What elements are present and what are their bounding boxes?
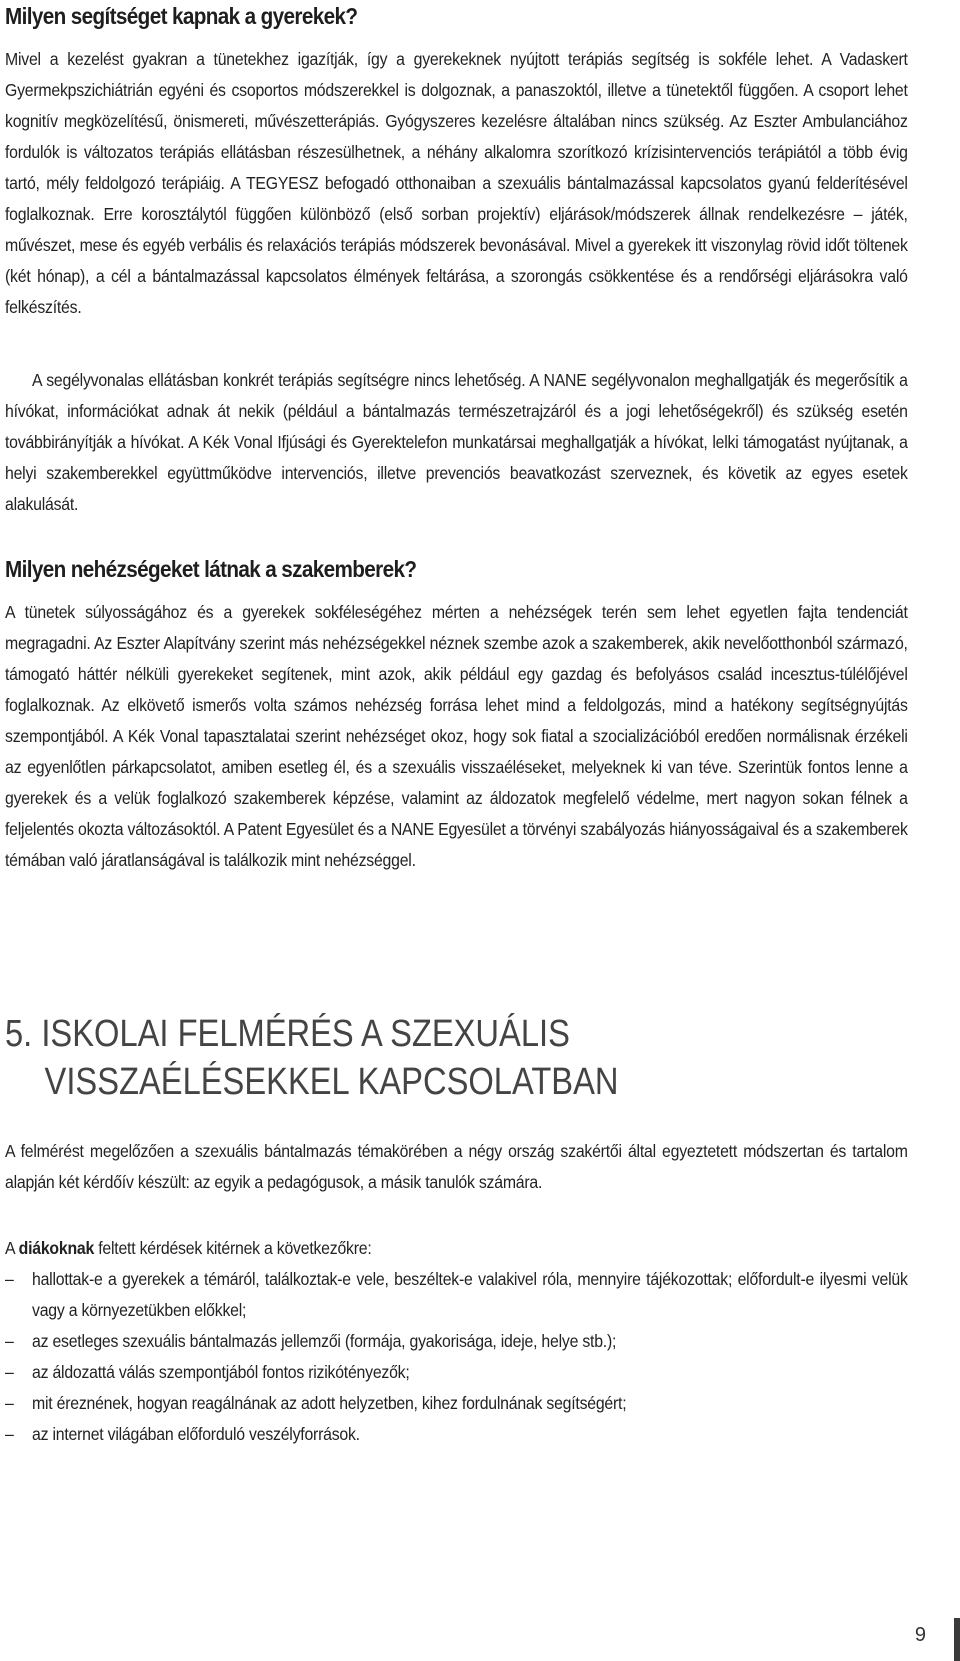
list-item [5,1388,908,1419]
paragraph-help-1: Mivel a kezelést gyakran a tünetekhez igazítják, így a gyerekeknek nyújtott terápiás segítség is sokféle lehet. A Vadaskert Gyermekpszichiátrián egyéni és csoportos módszerekkel is dolgoznak, a panaszoktól, illetve a tünetektől függően. A csoport lehet kognitív megközelítésű, önismereti, művészetterápiás. Gyógyszeres kezelésre általában nincs szükség. Az Eszter Ambulanciához fordulók is változatos terápiás ellátásban részesülhetnek, a néhány alkalomra szorítkozó krízisintervenciós terápiától a több évig tartó, mély feldolgozó terápiáig. A TEGYESZ befogadó otthonaiban a szexuális bántalmazással kapcsolatos gyanú felderítésével foglalkoznak. Erre korosztálytól függően különböző (első sorban projektív) eljárások/módszerek állnak rendelkezésre – játék, művészet, mese és egyéb verbális és relaxációs terápiás módszerek bevonásával. Mivel a gyerekek itt viszonylag rövid időt töltenek (két hónap), a cél a bántalmazással kapcsolatos élmények feltárása, a szorongás csökkentése és a rendőrségi eljárásokra való felkészítés. [5,49,908,317]
paragraph-difficulties: A tünetek súlyosságához és a gyerekek sokféleségéhez mérten a nehézségek terén sem lehet egyetlen fajta tendenciát megragadni. Az Eszter Alapítvány szerint más nehézségekkel néznek szembe azok a szakemberek, akik nevelőotthonból származó, támogató háttér nélküli gyerekeket segítenek, mint azok, akik például egy gazdag és befolyásos család incesztus-túlélőjével foglalkoznak. Az elkövető ismerős volta számos nehézség forrása lehet mind a feldolgozás, mind a hatékony segítségnyújtás szempontjából. A Kék Vonal tapasztalatai szerint nehézséget okoz, hogy sok fiatal a szocializációból eredően normálisnak érzékeli az egyenlőtlen párkapcsolatot, amiben esetleg él, és a szexuális visszaéléseket, melyeknek ki van téve. Szerintük fontos lenne a gyerekek és a velük foglalkozó szakemberek képzése, valamint az áldozatok megfelelő védelme, mert nagyon sokan félnek a feljelentés okozta változásoktól. A Patent Egyesület és a NANE Egyesület a törvényi szabályozás hiányosságaival és a szakemberek témában való járatlanságával is találkozik mint nehézséggel. [5,602,908,870]
students-lead [5,1233,908,1264]
list-item [5,1264,908,1326]
section-heading-difficulties: Milyen nehézségeket látnak a szakemberek? [5,556,417,582]
section-heading-help: Milyen segítséget kapnak a gyerekek? [5,3,358,29]
list-item [5,1419,908,1450]
lead-bold: diákoknak [18,1238,95,1258]
list-item [5,1357,908,1388]
list-item [5,1326,908,1357]
chapter-number: 5. [5,1013,33,1055]
list-item-text: hallottak-e a gyerekek a témáról, találkoztak-e vele, beszéltek-e valakivel róla, mennyire tájékozottak; előfordult-e ilyesmi velük vagy a környezetükben előkkel; [32,1269,908,1320]
page-number: 9 [914,1624,926,1646]
dash-bullet: – [5,1362,14,1382]
chapter-title-line2: VISSZAÉLÉSEKKEL KAPCSOLATBAN [44,1061,619,1103]
list-item-text: mit éreznének, hogyan reagálnának az adott helyzetben, kihez fordulnának segítségért; [32,1393,627,1413]
chapter-intro: A felmérést megelőzően a szexuális bántalmazás témakörében a négy ország szakértői által egyeztetett módszertan és tartalom alapján két kérdőív készült: az egyik a pedagógusok, a másik tanulók számára. [5,1141,908,1192]
lead-prefix: A [5,1238,19,1258]
lead-suffix: feltett kérdések kitérnek a következőkre: [94,1238,372,1258]
chapter-title [5,1010,619,1106]
dash-bullet: – [5,1424,14,1444]
page-edge-marker [954,1618,960,1661]
list-item-text: az esetleges szexuális bántalmazás jellemzői (formája, gyakorisága, ideje, helye stb.); [32,1331,617,1351]
list-item-text: az internet világában előforduló veszélyforrások. [32,1424,360,1444]
chapter-title-line1: ISKOLAI FELMÉRÉS A SZEXUÁLIS [41,1013,570,1055]
dash-bullet: – [5,1393,14,1413]
students-question-list [5,1264,908,1450]
list-item-text: az áldozattá válás szempontjából fontos rizikótényezők; [32,1362,410,1382]
paragraph-help-2: A segélyvonalas ellátásban konkrét terápiás segítségre nincs lehetőség. A NANE segélyvonalon meghallgatják és megerősítik a hívókat, információkat adnak át nekik (például a bántalmazás természetrajzáról és a jogi lehetőségekről) és szükség esetén továbbirányítják a hívókat. A Kék Vonal Ifjúsági és Gyerektelefon munkatársai meghallgatják a hívókat, lelki támogatást nyújtanak, a helyi szakemberekkel együttműködve intervenciós, illetve prevenciós beavatkozást szerveznek, és követik az egyes esetek alakulását. [5,370,908,514]
dash-bullet: – [5,1331,14,1351]
dash-bullet: – [5,1269,14,1289]
